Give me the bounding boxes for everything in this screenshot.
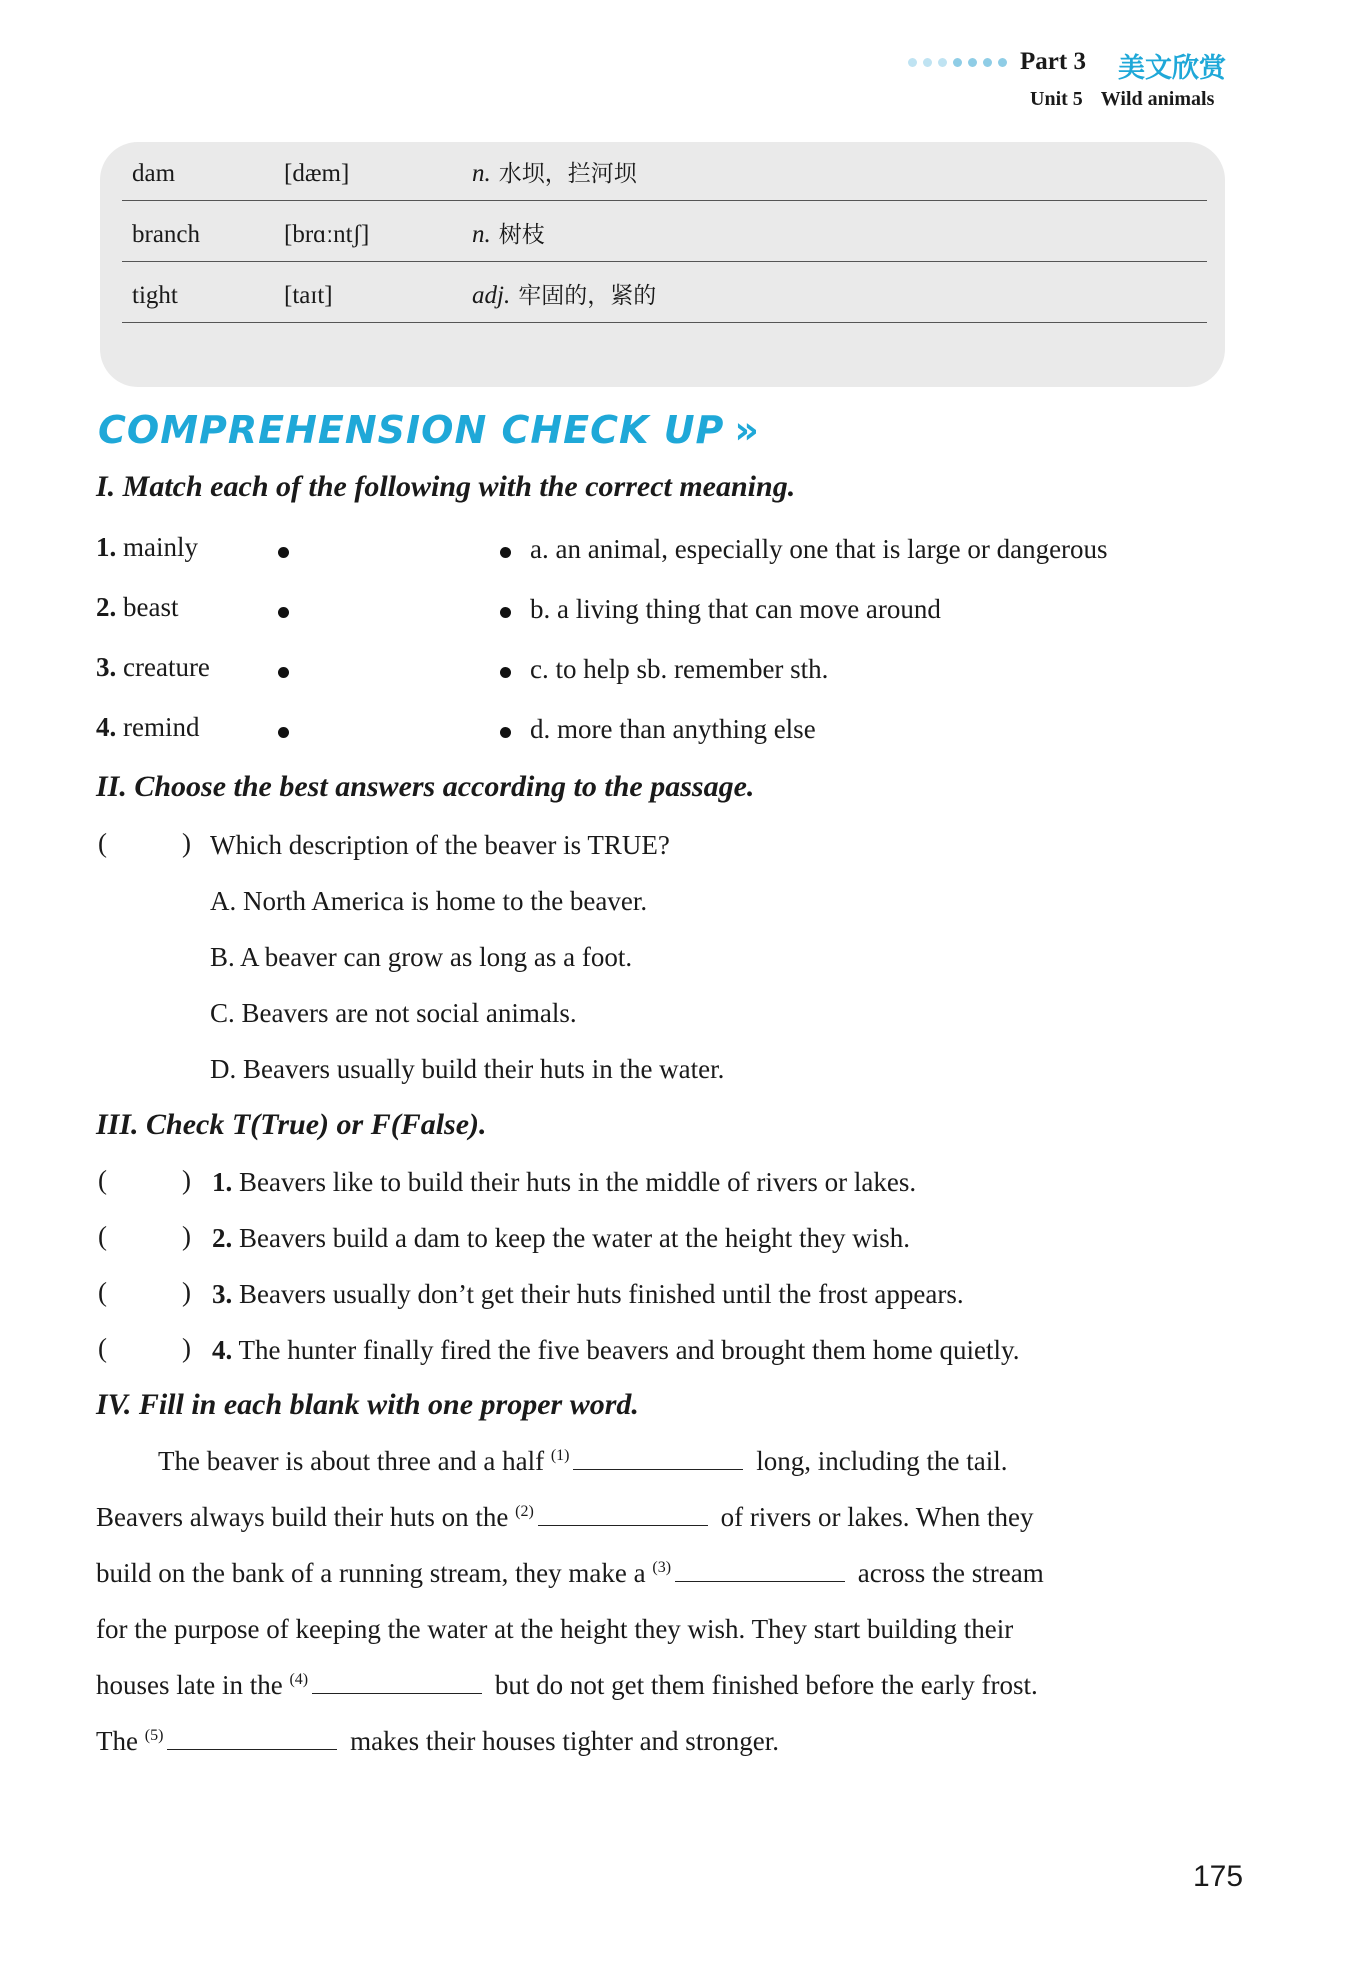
header-part-chinese: 美文欣赏 bbox=[1118, 53, 1226, 84]
tf-paren-close: ) bbox=[182, 1333, 191, 1363]
match-dot-right[interactable] bbox=[500, 607, 511, 618]
answer-paren-open[interactable]: ( bbox=[98, 828, 107, 858]
vocab-phonetic: [taɪt] bbox=[284, 282, 333, 309]
fill-paragraph-line bbox=[96, 1502, 1223, 1533]
fill-paragraph-line bbox=[96, 1558, 1223, 1589]
tf-item bbox=[212, 1223, 910, 1254]
match-dot-left[interactable] bbox=[278, 607, 289, 618]
answer-paren-close: ) bbox=[182, 828, 191, 858]
tf-paren-open[interactable]: ( bbox=[98, 1277, 107, 1307]
mc-option: C. Beavers are not social animals. bbox=[210, 998, 577, 1028]
vocab-pos: adj. bbox=[472, 282, 511, 309]
tf-item-text: Beavers build a dam to keep the water at the height they wish. bbox=[239, 1223, 911, 1253]
fill-blank-3[interactable] bbox=[675, 1580, 845, 1582]
match-meaning: b. a living thing that can move around bbox=[530, 594, 941, 624]
header-part: Part 3 bbox=[1020, 48, 1086, 75]
fill-blank-5[interactable] bbox=[167, 1748, 337, 1750]
match-item-word: remind bbox=[123, 712, 200, 742]
fill-text: long, including the tail. bbox=[756, 1446, 1008, 1476]
tf-item-number: 1. bbox=[212, 1167, 233, 1197]
comprehension-title bbox=[98, 408, 760, 452]
section-1-title: I. Match each of the following with the correct meaning. bbox=[96, 470, 796, 503]
tf-item bbox=[212, 1279, 964, 1310]
match-item-word: beast bbox=[123, 592, 179, 622]
vocab-phonetic: [brɑːntʃ] bbox=[284, 221, 370, 248]
mc-option: D. Beavers usually build their huts in the water. bbox=[210, 1054, 725, 1084]
fill-text: Beavers always build their huts on the bbox=[96, 1502, 509, 1532]
fill-text: makes their houses tighter and stronger. bbox=[350, 1726, 780, 1756]
mc-option: B. A beaver can grow as long as a foot. bbox=[210, 942, 633, 972]
header-unit bbox=[1030, 88, 1214, 111]
match-dot-left[interactable] bbox=[278, 547, 289, 558]
fill-text: The beaver is about three and a half bbox=[158, 1446, 545, 1476]
vocab-meaning-cn: 牢固的，紧的 bbox=[518, 283, 657, 309]
match-meaning: c. to help sb. remember sth. bbox=[530, 654, 829, 684]
vocab-pos: n. bbox=[472, 221, 491, 248]
fill-paragraph-line bbox=[96, 1726, 1223, 1757]
fill-text: The bbox=[96, 1726, 138, 1756]
vocab-phonetic: [dæm] bbox=[284, 160, 350, 187]
page-number: 175 bbox=[1193, 1860, 1244, 1893]
tf-paren-close: ) bbox=[182, 1277, 191, 1307]
section-3-title: III. Check T(True) or F(False). bbox=[96, 1108, 487, 1141]
match-item-number: 3. bbox=[96, 652, 117, 682]
header-dots bbox=[908, 58, 1007, 67]
vocab-meaning-cn: 树枝 bbox=[498, 222, 545, 248]
match-dot-right[interactable] bbox=[500, 727, 511, 738]
fill-blank-2[interactable] bbox=[538, 1524, 708, 1526]
vocab-row bbox=[122, 142, 1207, 201]
blank-number: (3) bbox=[652, 1559, 672, 1576]
vocab-word: branch bbox=[132, 221, 201, 248]
fill-text: but do not get them finished before the early frost. bbox=[494, 1670, 1038, 1700]
tf-item-text: Beavers like to build their huts in the middle of rivers or lakes. bbox=[239, 1167, 917, 1197]
unit-title: Wild animals bbox=[1100, 88, 1215, 110]
match-item bbox=[96, 532, 198, 563]
tf-item bbox=[212, 1335, 1020, 1366]
match-dot-left[interactable] bbox=[278, 727, 289, 738]
match-item-word: mainly bbox=[123, 532, 198, 562]
match-item-number: 4. bbox=[96, 712, 117, 742]
fill-text: across the stream bbox=[857, 1558, 1044, 1588]
vocab-meaning bbox=[472, 277, 656, 310]
fill-paragraph-line bbox=[158, 1446, 1223, 1477]
fill-paragraph-line bbox=[96, 1670, 1223, 1701]
blank-number: (5) bbox=[144, 1727, 164, 1744]
tf-item-text: Beavers usually don’t get their huts finished until the frost appears. bbox=[239, 1279, 964, 1309]
fill-blank-1[interactable] bbox=[573, 1468, 743, 1470]
fill-text: houses late in the bbox=[96, 1670, 283, 1700]
vocab-word: dam bbox=[132, 160, 176, 187]
match-dot-right[interactable] bbox=[500, 547, 511, 558]
fill-paragraph-line: for the purpose of keeping the water at the height they wish. They start building their bbox=[96, 1614, 1014, 1644]
blank-number: (4) bbox=[289, 1671, 309, 1688]
match-item bbox=[96, 652, 210, 683]
fill-blank-4[interactable] bbox=[312, 1692, 482, 1694]
match-item-number: 2. bbox=[96, 592, 117, 622]
fill-text: build on the bank of a running stream, they make a bbox=[96, 1558, 646, 1588]
vocab-row bbox=[122, 203, 1207, 262]
tf-item-number: 2. bbox=[212, 1223, 233, 1253]
match-item bbox=[96, 712, 199, 743]
tf-item bbox=[212, 1167, 916, 1198]
tf-paren-close: ) bbox=[182, 1221, 191, 1251]
mc-question: Which description of the beaver is TRUE? bbox=[210, 830, 670, 860]
blank-number: (1) bbox=[550, 1447, 570, 1464]
comprehension-title-text: COMPREHENSION CHECK UP bbox=[98, 408, 725, 452]
vocab-meaning bbox=[472, 155, 637, 188]
mc-option: A. North America is home to the beaver. bbox=[210, 886, 648, 916]
match-meaning: d. more than anything else bbox=[530, 714, 816, 744]
vocab-meaning-cn: 水坝，拦河坝 bbox=[498, 161, 637, 187]
match-item bbox=[96, 592, 178, 623]
double-chevron-icon: » bbox=[734, 408, 760, 452]
match-item-word: creature bbox=[123, 652, 210, 682]
match-dot-left[interactable] bbox=[278, 667, 289, 678]
vocab-meaning bbox=[472, 216, 545, 249]
vocab-pos: n. bbox=[472, 160, 491, 187]
match-dot-right[interactable] bbox=[500, 667, 511, 678]
section-4-title: IV. Fill in each blank with one proper word. bbox=[96, 1388, 639, 1421]
match-meaning: a. an animal, especially one that is large or dangerous bbox=[530, 534, 1108, 564]
tf-paren-close: ) bbox=[182, 1165, 191, 1195]
tf-paren-open[interactable]: ( bbox=[98, 1165, 107, 1195]
tf-paren-open[interactable]: ( bbox=[98, 1333, 107, 1363]
match-item-number: 1. bbox=[96, 532, 117, 562]
fill-text: of rivers or lakes. When they bbox=[720, 1502, 1034, 1532]
vocab-row bbox=[122, 264, 1207, 323]
vocab-word: tight bbox=[132, 282, 178, 309]
blank-number: (2) bbox=[515, 1503, 534, 1520]
tf-item-number: 3. bbox=[212, 1279, 233, 1309]
tf-paren-open[interactable]: ( bbox=[98, 1221, 107, 1251]
section-2-title: II. Choose the best answers according to the passage. bbox=[96, 770, 755, 803]
vocabulary-box bbox=[100, 142, 1225, 387]
unit-number: Unit 5 bbox=[1030, 88, 1083, 110]
tf-item-number: 4. bbox=[212, 1335, 233, 1365]
tf-item-text: The hunter finally fired the five beavers and brought them home quietly. bbox=[238, 1335, 1020, 1365]
